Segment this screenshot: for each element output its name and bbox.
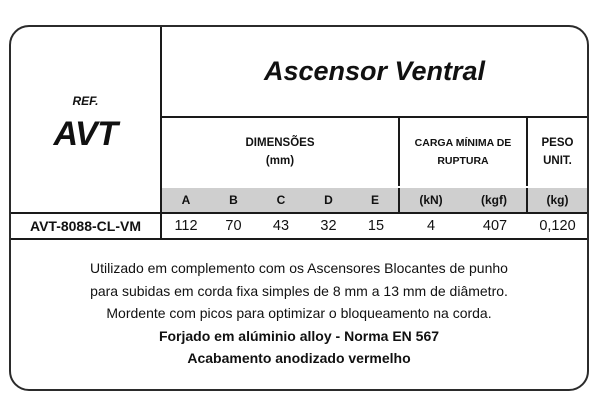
product-spec-card [9, 25, 589, 391]
weight-label-2: UNIT. [543, 155, 572, 167]
value-c: 43 [272, 218, 290, 234]
value-kgf: 407 [482, 218, 508, 234]
col-kn: (kN) [419, 193, 443, 207]
reference-cell [11, 27, 162, 214]
dimensions-unit: (mm) [265, 155, 295, 167]
value-e: 15 [367, 218, 385, 234]
ref-label: REF. [72, 94, 99, 108]
product-title: Ascensor Ventral [162, 27, 587, 118]
breaking-load-label: CARGA MÍNIMA DE [414, 137, 512, 149]
value-b: 70 [225, 218, 242, 234]
product-code: AVT-8088-CL-VM [11, 214, 162, 238]
col-a: A [181, 193, 191, 207]
value-a: 112 [174, 218, 198, 234]
column-units-row [162, 188, 587, 212]
table-row [11, 214, 587, 238]
product-description [11, 257, 587, 370]
dimensions-label: DIMENSÕES [245, 137, 315, 149]
breaking-load-header [400, 118, 528, 186]
col-b: B [229, 193, 238, 207]
col-e: E [352, 188, 400, 212]
description-line: Mordente com picos para optimizar o bloqueamento na corda. [106, 305, 492, 321]
material-line: Forjado em alúminio alloy - Norma EN 567 [158, 327, 440, 344]
breaking-load-label-2: RUPTURA [437, 155, 489, 167]
col-d: D [324, 193, 333, 207]
col-kg: (kg) [546, 193, 569, 207]
description-line: Utilizado em complemento com os Ascensores Blocantes de punho [90, 260, 508, 276]
col-kgf: (kgf) [462, 188, 528, 212]
ref-code: AVT [53, 115, 118, 153]
divider [11, 238, 587, 240]
description-line: para subidas em corda fixa simples de 8 mm a 13 mm de diâmetro. [90, 282, 508, 299]
finish-line: Acabamento anodizado vermelho [187, 350, 411, 366]
weight-header [528, 118, 587, 186]
value-kn: 4 [426, 218, 436, 234]
weight-label: PESO [541, 137, 574, 149]
value-d: 32 [320, 218, 337, 234]
value-kg: 0,120 [539, 218, 576, 234]
dimensions-header [162, 118, 400, 186]
col-c: C [276, 193, 286, 207]
